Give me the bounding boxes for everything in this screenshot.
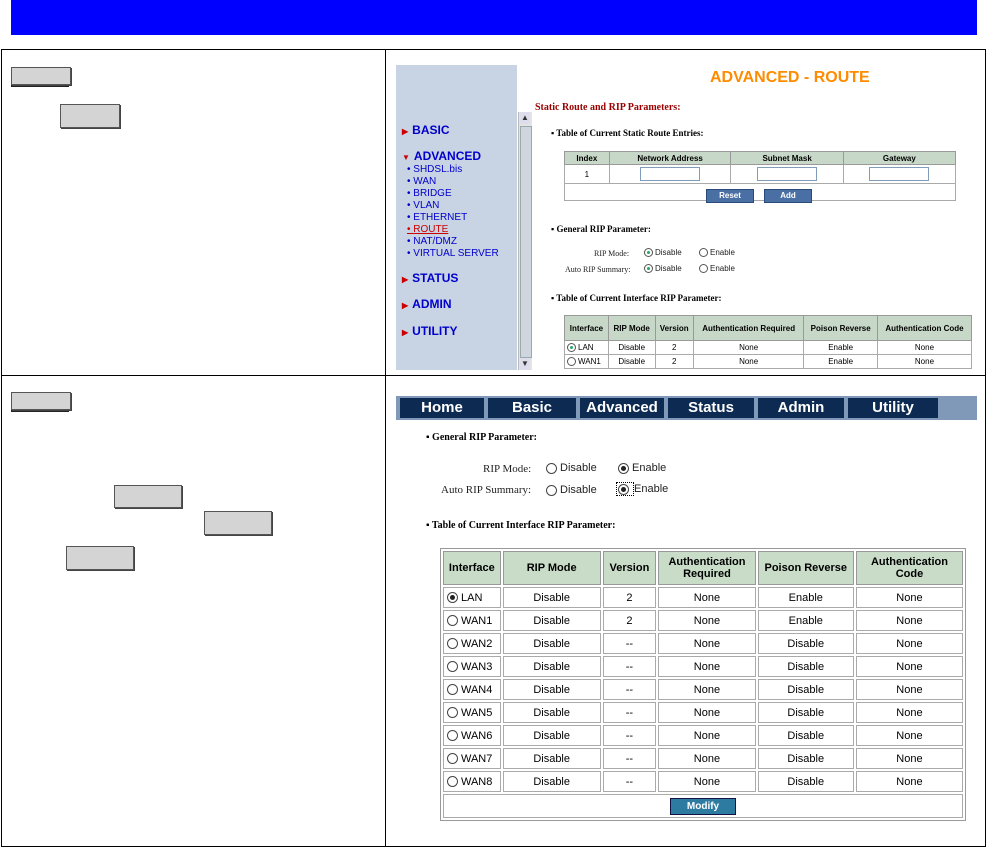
scroll-up-icon[interactable]: ▲ (521, 113, 529, 122)
radio-icon (447, 753, 458, 764)
column-header: Poison Reverse (804, 316, 877, 341)
header-bar (11, 0, 977, 35)
column-header: Index (565, 152, 610, 165)
arrow-right-icon: ▶ (402, 301, 409, 310)
general-rip-section: ▪ General RIP Parameter: (426, 432, 538, 443)
sidebar-scrollbar[interactable] (518, 112, 532, 370)
table-row (565, 341, 972, 355)
reset-button[interactable]: Reset (706, 189, 754, 203)
radio-selected-icon (644, 264, 653, 273)
radio-icon (546, 485, 557, 496)
table-cell: Disable (503, 725, 601, 746)
nav-home[interactable]: Home (400, 398, 484, 418)
step1-heading-rule (11, 85, 69, 87)
arrow-right-icon: ▶ (402, 275, 409, 284)
table-row (443, 725, 963, 746)
table-cell: None (658, 702, 755, 723)
column-header: Interface (443, 551, 501, 585)
table-cell: Disable (503, 771, 601, 792)
table-cell: Disable (503, 610, 601, 631)
rip-mode-enable-radio[interactable]: Enable (618, 462, 666, 474)
radio-icon (447, 684, 458, 695)
add-button[interactable]: Add (764, 189, 812, 203)
table-cell: Disable (608, 341, 655, 355)
route-button-reference (60, 104, 120, 128)
table-cell: None (856, 771, 963, 792)
table-cell: Disable (758, 679, 854, 700)
rip-mode-label: RIP Mode: (483, 463, 532, 475)
table-cell: -- (603, 679, 657, 700)
radio-selected-icon (644, 248, 653, 257)
table-row (443, 587, 963, 608)
arrow-right-icon: ▶ (402, 328, 409, 337)
general-rip-section: ▪ General RIP Parameter: (551, 224, 651, 234)
static-route-table (564, 151, 956, 201)
radio-selected-icon (618, 463, 629, 474)
nav-status[interactable]: Status (668, 398, 754, 418)
scroll-down-icon[interactable]: ▼ (521, 359, 529, 368)
table-cell: Disable (758, 725, 854, 746)
table-cell: None (856, 656, 963, 677)
rip-mode-disable-radio[interactable]: Disable (546, 462, 597, 474)
sidebar-subitem[interactable]: • VLAN (407, 200, 440, 211)
auto-rip-label: Auto RIP Summary: (565, 265, 631, 274)
sidebar-item-basic[interactable]: ▶ BASIC (402, 123, 450, 137)
column-header: Authentication Code (877, 316, 971, 341)
arrow-down-icon: ▼ (402, 153, 410, 162)
table-cell: Disable (758, 702, 854, 723)
radio-selected-icon (447, 592, 458, 603)
table-cell: Disable (503, 587, 601, 608)
table-row (443, 610, 963, 631)
table-cell: Enable (758, 587, 854, 608)
table-cell: Enable (758, 610, 854, 631)
static-route-section: ▪ Table of Current Static Route Entries: (551, 128, 704, 138)
route-screenshot (396, 65, 972, 370)
table-cell: Enable (804, 341, 877, 355)
auto-rip-reference (204, 511, 272, 535)
table-cell: None (856, 587, 963, 608)
radio-icon (567, 357, 576, 366)
interface-radio[interactable]: LAN (565, 341, 609, 355)
table-cell: None (693, 355, 804, 369)
table-cell: None (658, 633, 755, 654)
table-cell: None (658, 679, 755, 700)
table-row (443, 633, 963, 654)
table-cell: None (877, 341, 971, 355)
table-cell: 2 (603, 610, 657, 631)
table-cell: None (856, 702, 963, 723)
radio-icon (447, 776, 458, 787)
table-cell: None (693, 341, 804, 355)
table-cell: None (658, 748, 755, 769)
table-cell: None (658, 725, 755, 746)
radio-icon (447, 615, 458, 626)
rip-mode-disable-radio[interactable]: Disable (644, 248, 682, 257)
nav-admin[interactable]: Admin (758, 398, 844, 418)
top-nav (396, 396, 977, 420)
auto-rip-enable-radio[interactable]: Enable (616, 483, 668, 495)
interface-radio[interactable]: WAN1 (565, 355, 609, 369)
auto-rip-label: Auto RIP Summary: (441, 484, 532, 496)
table-cell: None (856, 610, 963, 631)
column-header: Subnet Mask (731, 152, 843, 165)
column-header: Authentication Required (693, 316, 804, 341)
sidebar-item-admin[interactable]: ▶ ADMIN (402, 297, 452, 311)
sidebar-subitem[interactable]: • ETHERNET (407, 212, 468, 223)
table-cell: 2 (603, 587, 657, 608)
table-cell: None (658, 610, 755, 631)
table-cell: None (856, 748, 963, 769)
sidebar-subitem[interactable]: • BRIDGE (407, 188, 452, 199)
gateway-input[interactable] (869, 167, 929, 181)
auto-rip-disable-radio[interactable]: Disable (644, 264, 682, 273)
sidebar-item-advanced[interactable]: ▼ ADVANCED (402, 149, 482, 163)
table-cell: Disable (503, 702, 601, 723)
sidebar-subitem[interactable]: • SHDSL.bis (407, 164, 463, 175)
table-cell: Disable (758, 656, 854, 677)
table-cell: -- (603, 656, 657, 677)
step2-heading-rule (11, 410, 69, 412)
column-header: RIP Mode (503, 551, 601, 585)
table-cell: None (658, 771, 755, 792)
rip-screenshot (396, 396, 977, 834)
index-cell: 1 (565, 165, 610, 184)
table-cell: -- (603, 771, 657, 792)
table-cell: -- (603, 633, 657, 654)
table-cell: None (877, 355, 971, 369)
table-cell: None (658, 587, 755, 608)
table-cell: None (856, 679, 963, 700)
table-cell: Disable (503, 679, 601, 700)
table-cell: None (658, 656, 755, 677)
auto-rip-disable-radio[interactable]: Disable (546, 484, 597, 496)
table-cell: Disable (503, 748, 601, 769)
table-row (565, 355, 972, 369)
page-title: ADVANCED - ROUTE (710, 69, 870, 86)
table-cell: None (856, 633, 963, 654)
radio-icon (699, 248, 708, 257)
column-header: Version (603, 551, 657, 585)
table-row (443, 702, 963, 723)
table-cell: -- (603, 748, 657, 769)
sidebar-subitem[interactable]: • WAN (407, 176, 437, 187)
interface-rip-section: ▪ Table of Current Interface RIP Parameter: (551, 293, 722, 303)
auto-rip-enable-radio[interactable]: Enable (699, 264, 735, 273)
sidebar-subitem[interactable]: • NAT/DMZ (407, 236, 457, 247)
interface-radio[interactable]: WAN4 (443, 679, 501, 700)
subnet-mask-input[interactable] (757, 167, 817, 181)
nav-utility[interactable]: Utility (848, 398, 938, 418)
step1-label-box (11, 67, 71, 85)
radio-icon (447, 707, 458, 718)
table-cell: Disable (608, 355, 655, 369)
interface-radio[interactable]: WAN2 (443, 633, 501, 654)
radio-icon (447, 661, 458, 672)
sidebar-subitem-route[interactable]: • ROUTE (407, 224, 449, 235)
sidebar-item-status[interactable]: ▶ STATUS (402, 271, 459, 285)
sidebar-item-utility[interactable]: ▶ UTILITY (402, 324, 458, 338)
table-cell: Disable (503, 656, 601, 677)
column-header: Version (655, 316, 693, 341)
table-cell: Disable (758, 633, 854, 654)
interface-rip-table (440, 548, 966, 821)
modify-button-reference (66, 546, 134, 570)
network-address-input[interactable] (640, 167, 700, 181)
table-cell: 2 (655, 355, 693, 369)
column-header: Authentication Required (658, 551, 755, 585)
column-header: Poison Reverse (758, 551, 854, 585)
table-row (443, 679, 963, 700)
column-header: Authentication Code (856, 551, 963, 585)
table-cell: Disable (503, 633, 601, 654)
table-row (443, 656, 963, 677)
rip-mode-enable-radio[interactable]: Enable (699, 248, 735, 257)
arrow-right-icon: ▶ (402, 127, 409, 136)
table-cell: Enable (804, 355, 877, 369)
scrollbar-thumb[interactable] (520, 126, 532, 358)
nav-advanced[interactable]: Advanced (580, 398, 664, 418)
column-divider (385, 49, 386, 847)
table-cell: Disable (758, 748, 854, 769)
radio-icon (447, 730, 458, 741)
table-cell: -- (603, 702, 657, 723)
step2-label-box (11, 392, 71, 410)
interface-rip-section: ▪ Table of Current Interface RIP Parameter: (426, 520, 616, 531)
interface-radio[interactable]: WAN1 (443, 610, 501, 631)
radio-icon (447, 638, 458, 649)
section-heading: Static Route and RIP Parameters: (535, 102, 681, 113)
table-cell: Disable (758, 771, 854, 792)
rip-mode-reference (114, 485, 182, 508)
sidebar-subitem[interactable]: • VIRTUAL SERVER (407, 248, 499, 259)
table-cell: 2 (655, 341, 693, 355)
table-row (443, 748, 963, 769)
table-cell: -- (603, 725, 657, 746)
modify-button[interactable]: Modify (670, 798, 736, 815)
interface-rip-table (564, 315, 972, 369)
interface-radio[interactable]: WAN8 (443, 771, 501, 792)
interface-radio[interactable]: WAN3 (443, 656, 501, 677)
sidebar-menu (396, 65, 517, 370)
radio-selected-icon (567, 343, 576, 352)
radio-icon (546, 463, 557, 474)
rip-mode-label: RIP Mode: (594, 249, 630, 258)
interface-radio[interactable]: WAN6 (443, 725, 501, 746)
nav-basic[interactable]: Basic (488, 398, 576, 418)
table-row (443, 771, 963, 792)
column-header: Network Address (609, 152, 731, 165)
interface-radio[interactable]: WAN5 (443, 702, 501, 723)
radio-selected-icon (618, 484, 629, 495)
interface-radio[interactable]: LAN (443, 587, 501, 608)
row-divider (1, 375, 986, 376)
interface-radio[interactable]: WAN7 (443, 748, 501, 769)
column-header: Interface (565, 316, 609, 341)
radio-icon (699, 264, 708, 273)
column-header: Gateway (843, 152, 955, 165)
table-cell: None (856, 725, 963, 746)
column-header: RIP Mode (608, 316, 655, 341)
